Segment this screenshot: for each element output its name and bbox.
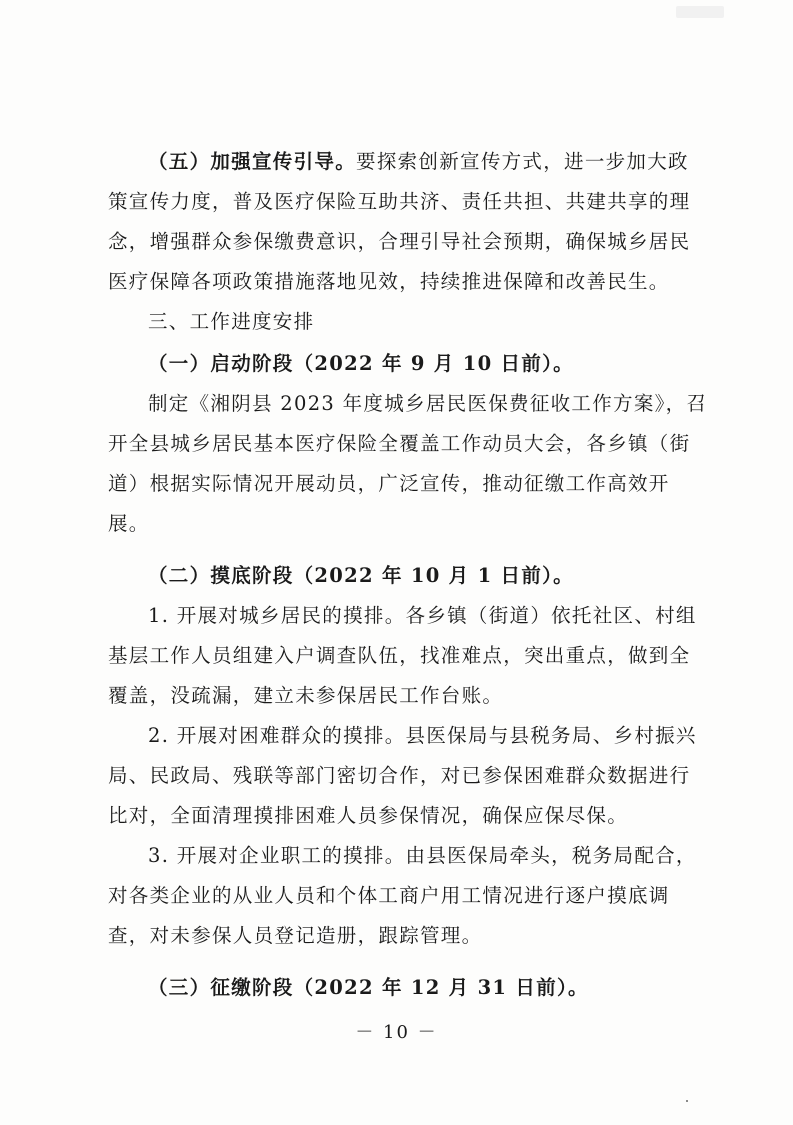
section-heading: 三、工作进度安排 <box>148 310 315 333</box>
document-body <box>108 142 708 1008</box>
paragraph-publicity <box>108 142 708 302</box>
page-number: － 10 － <box>355 1022 438 1043</box>
paragraph-survey-residents <box>108 596 708 716</box>
scan-speck <box>686 1100 688 1102</box>
paragraph-text: 各乡镇（街道）依托社区、村组基层工作人员组建入户调查队伍，找准难点，突出重点，做到全覆盖，没疏漏，建立未参保居民工作台账。 <box>108 604 697 707</box>
paragraph-survey-employees <box>108 836 708 956</box>
stage-heading-collection: （三）征缴阶段（2022 年 12 月 31 日前）。 <box>148 976 589 999</box>
paragraph-text: 由县医保局牵头，税务局配合，对各类企业的从业人员和个体工商户用工情况进行逐户摸底调查，对未参保人员登记造册，跟踪管理。 <box>108 844 697 947</box>
paragraph-lead: 1. 开展对城乡居民的摸排。 <box>148 604 406 627</box>
paragraph-lead: （五）加强宣传引导。 <box>148 150 357 173</box>
paragraph-survey-hardship <box>108 716 708 836</box>
paragraph-text: 要探索创新宣传方式，进一步加大政策宣传力度，普及医疗保险互助共济、责任共担、共建共享的理念，增强群众参保缴费意识，合理引导社会预期，确保城乡居民医疗保障各项政策措施落地见效，持续推进保障和改善民生。 <box>108 150 691 293</box>
stage-heading-survey: （二）摸底阶段（2022 年 10 月 1 日前）。 <box>148 564 574 587</box>
paragraph-lead: 3. 开展对企业职工的摸排。 <box>148 844 406 867</box>
paragraph-lead: 2. 开展对困难群众的摸排。 <box>148 724 406 747</box>
stage-heading-launch: （一）启动阶段（2022 年 9 月 10 日前）。 <box>148 352 574 375</box>
paragraph-launch: 制定《湘阴县 2023 年度城乡居民医保费征收工作方案》，召开全县城乡居民基本医疗保险全覆盖工作动员大会，各乡镇（街道）根据实际情况开展动员，广泛宣传，推动征缴工作高效开展。 <box>108 392 708 535</box>
scan-mark <box>676 6 724 18</box>
paragraph-text: 县医保局与县税务局、乡村振兴局、民政局、残联等部门密切合作，对已参保困难群众数据进行比对，全面清理摸排困难人员参保情况，确保应保尽保。 <box>108 724 697 827</box>
